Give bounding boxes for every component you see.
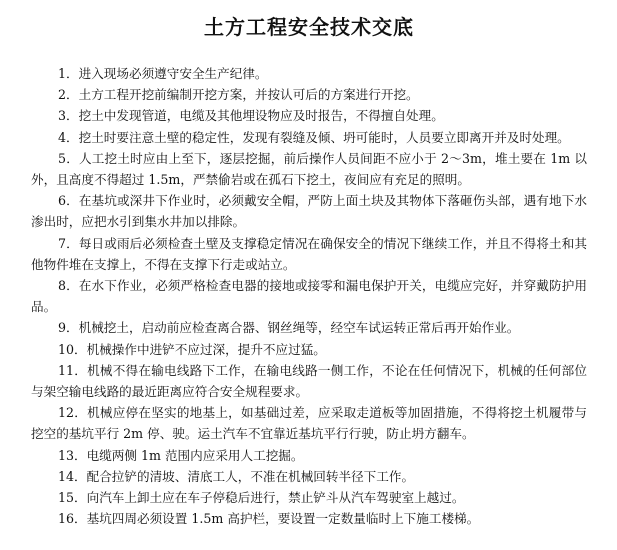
safety-item-10: 10．机械操作中进铲不应过深，提升不应过猛。 (58, 341, 326, 357)
safety-item-2: 2．土方工程开挖前编制开挖方案，并按认可后的方案进行开挖。 (58, 87, 419, 103)
safety-item-4: 4．挖土时要注意土壁的稳定性，发现有裂缝及倾、坍可能时，人员要立即离开并及时处理。 (58, 129, 570, 145)
safety-item-13: 13．电缆两侧 1m 范围内应采用人工挖掘。 (58, 447, 304, 463)
safety-item-1: 1．进入现场必须遵守安全生产纪律。 (58, 66, 268, 81)
safety-item-15: 15．向汽车上卸土应在车子停稳后进行，禁止铲斗从汽车驾驶室上越过。 (58, 490, 465, 506)
safety-item-14: 14．配合拉铲的清坡、清底工人，不准在机械回转半径下工作。 (58, 468, 415, 484)
document-title: 土方工程安全技术交底 (204, 15, 414, 39)
safety-item-11: 11．机械不得在输电线路下工作，在输电线路一侧工作，不论在任何情况下，机械的任何部位与架空输电线路的最近距离应符合安全规程要求。 (31, 362, 587, 400)
safety-item-3: 3．挖土中发现管道，电缆及其他埋设物应及时报告，不得擅自处理。 (58, 108, 444, 124)
safety-item-9: 9．机械挖土，启动前应检查离合器、钢丝绳等，经空车试运转正常后再开始作业。 (58, 320, 520, 336)
safety-item-5: 5．人工挖土时应由上至下，逐层挖掘，前后操作人员间距不应小于 2～3m，堆土要在 1m 以外，且高度不得超过 1.5m，严禁偷岩或在孤石下挖土，夜间应有充足的照明。 (31, 150, 587, 188)
safety-item-list (31, 63, 587, 529)
safety-item-12: 12．机械应停在坚实的地基上，如基础过差，应采取走道板等加固措施，不得将挖土机履带与挖空的基坑平行 2m 停、驶。运土汽车不宜靠近基坑平行行驶，防止坍方翻车。 (31, 405, 587, 442)
safety-item-6: 6．在基坑或深井下作业时，必须戴安全帽，严防上面土块及其物体下落砸伤头部，遇有地下水渗出时，应把水引到集水井加以排除。 (31, 193, 587, 230)
safety-item-8: 8．在水下作业，必须严格检查电器的接地或接零和漏电保护开关，电缆应完好，并穿戴防护用品。 (31, 278, 587, 315)
safety-item-16: 16．基坑四周必须设置 1.5m 高护栏，要设置一定数量临时上下施工楼梯。 (58, 511, 480, 527)
safety-item-7: 7．每日或雨后必须检查土壁及支撑稳定情况在确保安全的情况下继续工作，并且不得将土和其他物件堆在支撑上，不得在支撑下行走或站立。 (31, 235, 587, 272)
